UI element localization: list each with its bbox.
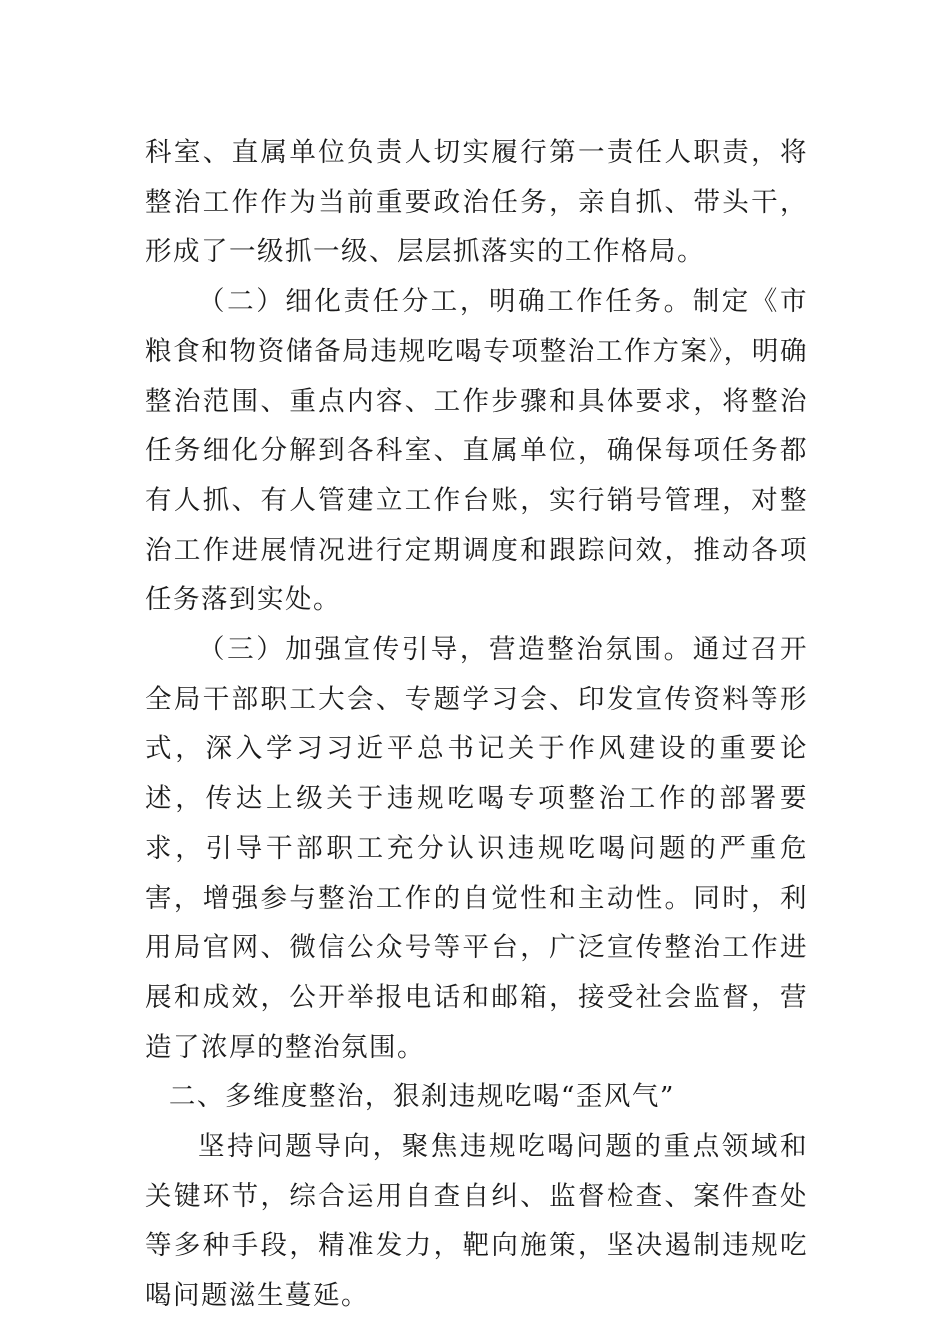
document-body bbox=[145, 128, 808, 1321]
section-heading: 二、多维度整治，狠刹违规吃喝“歪风气” bbox=[168, 1081, 675, 1113]
section-body-paragraph: 坚持问题导向，聚焦违规吃喝问题的重点领域和关键环节，综合运用自查自纠、监督检查、案件查处等多种手段，精准发力，靶向施策，坚决遏制违规吃喝问题滋生蔓延。 bbox=[145, 1131, 808, 1312]
paragraph-item-3: （三）加强宣传引导，营造整治氛围。通过召开全局干部职工大会、专题学习会、印发宣传资料等形式，深入学习习近平总书记关于作风建设的重要论述，传达上级关于违规吃喝专项整治工作的部署要求，引导干部职工充分认识违规吃喝问题的严重危害，增强参与整治工作的自觉性和主动性。同时，利用局官网、微信公众号等平台，广泛宣传整治工作进展和成效，公开举报电话和邮箱，接受社会监督，营造了浓厚的整治氛围。 bbox=[145, 634, 808, 1063]
paragraph-continuation: 科室、直属单位负责人切实履行第一责任人职责，将整治工作作为当前重要政治任务，亲自抓、带头干，形成了一级抓一级、层层抓落实的工作格局。 bbox=[145, 137, 808, 268]
paragraph-item-2: （二）细化责任分工，明确工作任务。制定《市粮食和物资储备局违规吃喝专项整治工作方案》，明确整治范围、重点内容、工作步骤和具体要求，将整治任务细化分解到各科室、直属单位，确保每项任务都有人抓、有人管建立工作台账，实行销号管理，对整治工作进展情况进行定期调度和跟踪问效，推动各项任务落到实处。 bbox=[145, 286, 808, 616]
